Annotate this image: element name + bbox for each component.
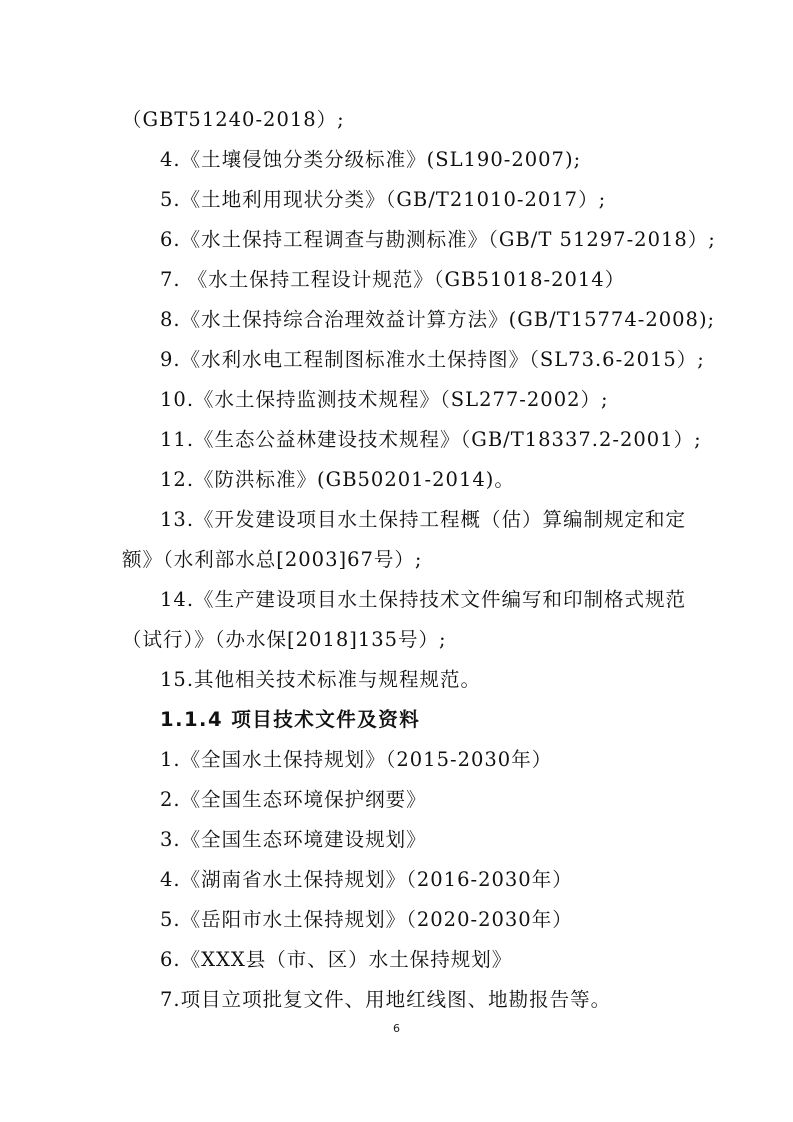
reference-item-12: 12.《防洪标准》(GB50201-2014)。 xyxy=(160,468,515,491)
technical-file-item-5: 5.《岳阳市水土保持规划》（2020-2030年） xyxy=(160,908,573,931)
page-number: 6 xyxy=(393,1022,400,1035)
technical-file-item-2: 2.《全国生态环境保护纲要》 xyxy=(160,788,427,811)
reference-item-8: 8.《水土保持综合治理效益计算方法》(GB/T15774-2008); xyxy=(160,308,716,331)
reference-item-13-continuation: 额》（水利部水总[2003]67号）; xyxy=(122,548,423,571)
reference-item-10: 10.《水土保持监测技术规程》（SL277-2002）; xyxy=(160,388,609,411)
reference-item-6: 6.《水土保持工程调查与勘测标准》（GB/T 51297-2018）; xyxy=(160,228,716,251)
reference-item-15: 15.其他相关技术标准与规程规范。 xyxy=(160,668,482,691)
reference-item-9: 9.《水利水电工程制图标准水土保持图》（SL73.6-2015）; xyxy=(160,348,705,371)
technical-file-item-3: 3.《全国生态环境建设规划》 xyxy=(160,828,427,851)
technical-file-item-4: 4.《湖南省水土保持规划》（2016-2030年） xyxy=(160,868,573,891)
technical-file-item-7: 7.项目立项批复文件、用地红线图、地勘报告等。 xyxy=(160,988,612,1011)
reference-item-14: 14.《生产建设项目水土保持技术文件编写和印制格式规范 xyxy=(160,588,687,611)
reference-item-5: 5.《土地利用现状分类》（GB/T21010-2017）; xyxy=(160,188,607,211)
reference-item-7: 7. 《水土保持工程设计规范》（GB51018-2014） xyxy=(160,268,626,291)
technical-file-item-1: 1.《全国水土保持规划》（2015-2030年） xyxy=(160,748,553,771)
section-heading: 1.1.4 项目技术文件及资料 xyxy=(160,708,421,731)
technical-file-item-6: 6.《XXX县（市、区）水土保持规划》 xyxy=(160,948,513,971)
reference-item-13: 13.《开发建设项目水土保持工程概（估）算编制规定和定 xyxy=(160,508,687,531)
reference-item-14-continuation: （试行）》（办水保[2018]135号）; xyxy=(122,628,447,651)
reference-item-4: 4.《土壤侵蚀分类分级标准》(SL190-2007); xyxy=(160,148,582,171)
reference-continuation-line: （GBT51240-2018）; xyxy=(122,108,345,131)
reference-item-11: 11.《生态公益林建设技术规程》（GB/T18337.2-2001）; xyxy=(160,428,702,451)
